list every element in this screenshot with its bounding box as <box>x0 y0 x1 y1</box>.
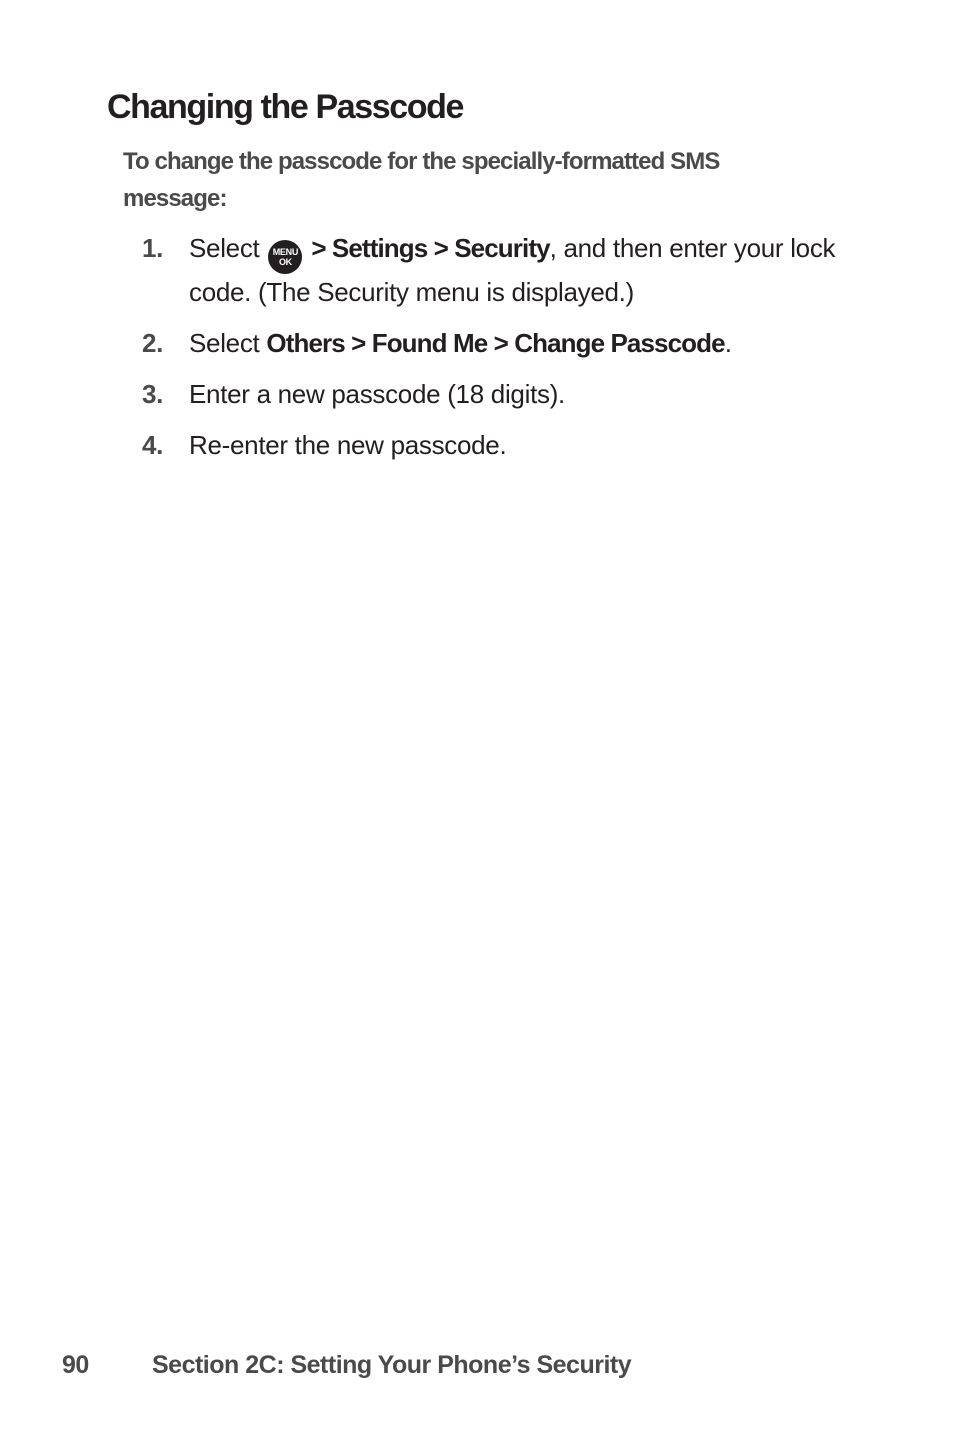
step-4 <box>142 427 862 464</box>
step-number: 2. <box>142 328 164 358</box>
steps-list <box>142 230 862 478</box>
menu-path: Others > Found Me > Change Passcode <box>266 328 725 358</box>
intro-text: To change the passcode for the specially-formatted SMS message: <box>123 148 720 212</box>
menu-ok-icon: MENU OK <box>268 240 302 274</box>
step-number: 1. <box>142 233 164 263</box>
step-text: Select <box>189 233 267 263</box>
step-text: . <box>724 328 732 358</box>
page-number: 90 <box>62 1351 89 1379</box>
step-3 <box>142 376 862 413</box>
step-number: 4. <box>142 430 164 460</box>
step-text: Enter a new passcode (18 digits). <box>189 379 565 409</box>
step-1 <box>142 230 862 311</box>
step-2 <box>142 325 862 362</box>
step-number: 3. <box>142 379 164 409</box>
step-text: Re-enter the new passcode. <box>189 430 507 460</box>
step-text: , and then enter your lock code. (The Security menu is displayed.) <box>189 233 836 307</box>
step-text: Select <box>189 328 267 358</box>
menu-path: > Settings > Security <box>311 233 550 263</box>
section-title: Section 2C: Setting Your Phone’s Security <box>152 1351 632 1379</box>
page-title: Changing the Passcode <box>107 88 464 126</box>
